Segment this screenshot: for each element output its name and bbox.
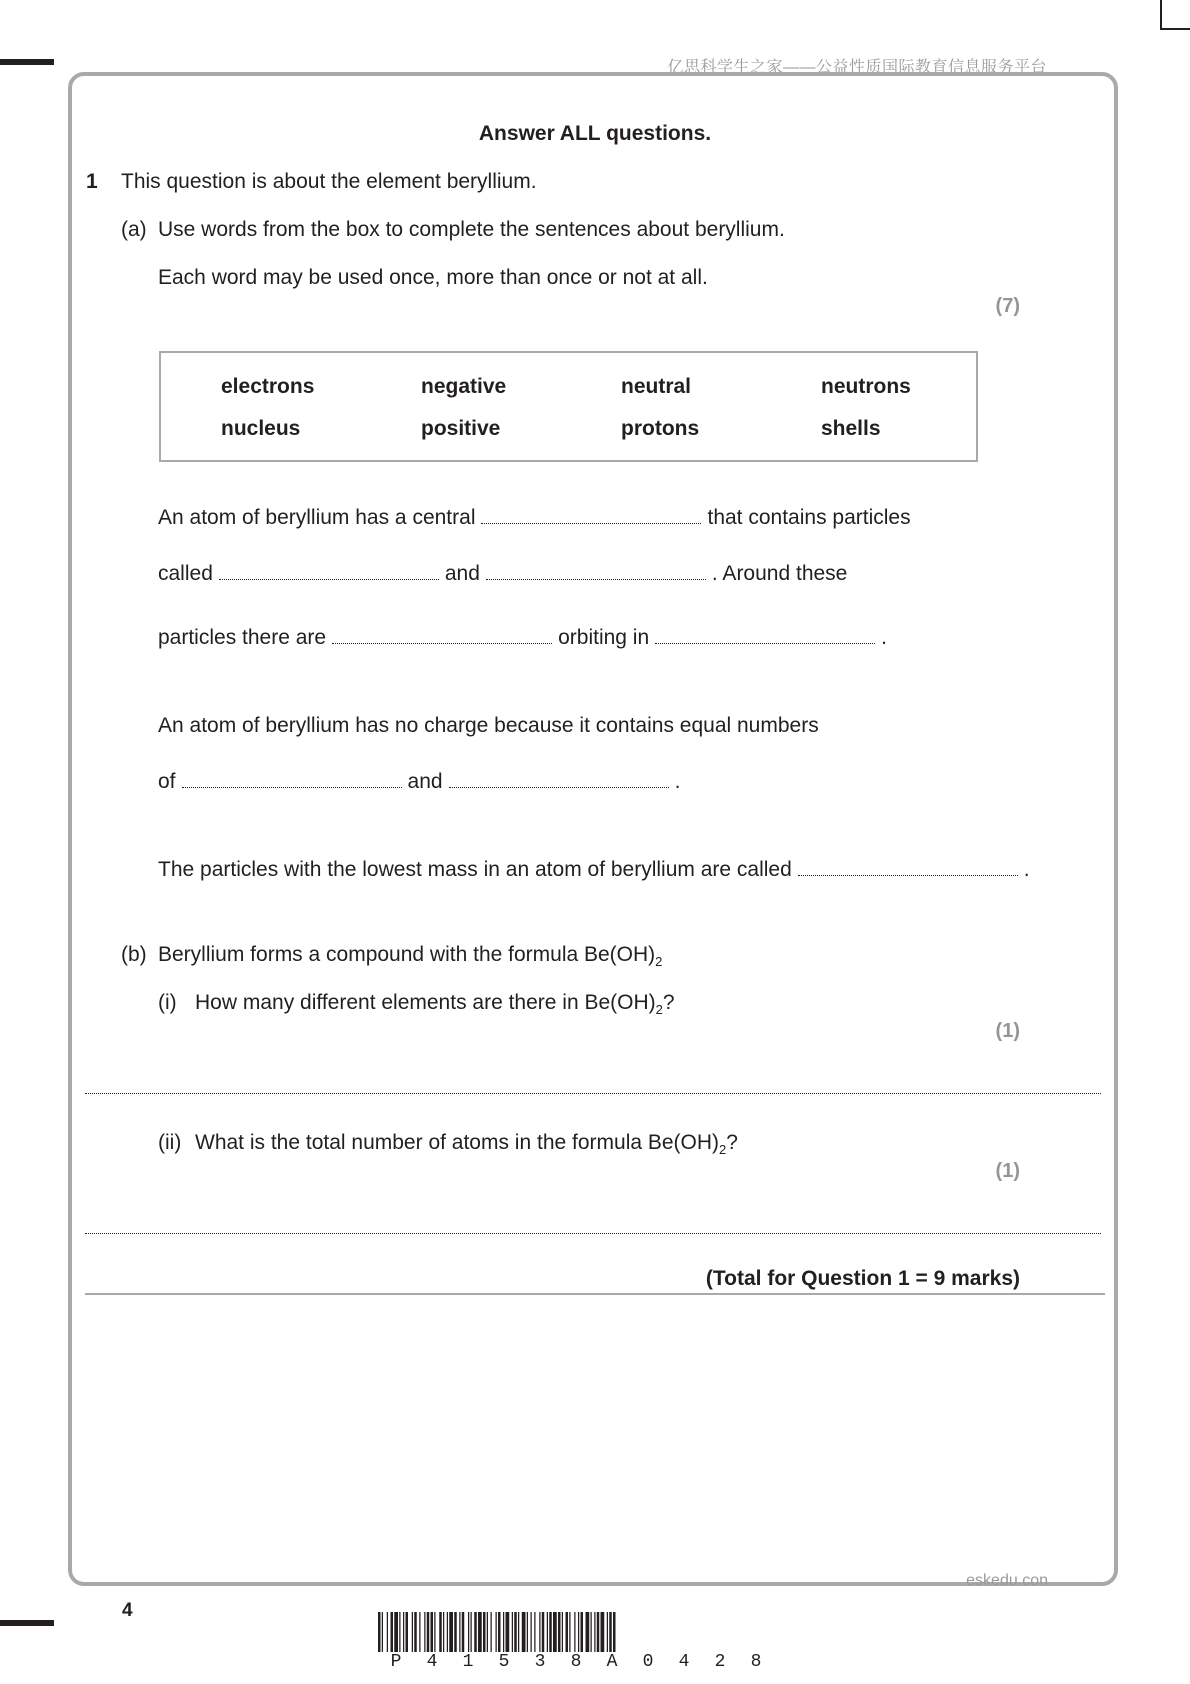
divider-rule (85, 1293, 1105, 1295)
barcode-bar (542, 1612, 545, 1652)
formula-text: Beryllium forms a compound with the formula Be(OH) (158, 943, 656, 966)
barcode-bar (547, 1612, 548, 1652)
part-a-label: (a) (121, 218, 147, 241)
barcode-bar (394, 1612, 398, 1652)
barcode-bar (591, 1612, 592, 1652)
barcode-bar (506, 1612, 510, 1652)
barcode-bar (449, 1612, 453, 1652)
word-item: nucleus (221, 417, 301, 440)
answer-blank[interactable] (219, 579, 439, 580)
word-item: positive (421, 417, 501, 440)
instructions-heading: Answer ALL questions. (478, 122, 712, 145)
barcode (378, 1612, 810, 1652)
formula-subscript: 2 (655, 954, 663, 970)
barcode-bar (382, 1612, 383, 1652)
barcode-bar (403, 1612, 404, 1652)
sentence-5 (158, 770, 680, 794)
sentence-text: The particles with the lowest mass in an atom of beryllium are called (158, 858, 792, 881)
barcode-bar (574, 1612, 575, 1652)
barcode-text (378, 1652, 810, 1672)
barcode-bar (558, 1612, 561, 1652)
answer-line-b-ii[interactable] (85, 1233, 1101, 1234)
question-number: 1 (86, 170, 98, 193)
barcode-bar (597, 1612, 600, 1652)
barcode-char: 4 (678, 1652, 690, 1672)
barcode-bar (419, 1612, 420, 1652)
sentence-4: An atom of beryllium has no charge because it contains equal numbers (158, 714, 819, 737)
barcode-bar (586, 1612, 590, 1652)
barcode-bar (527, 1612, 528, 1652)
barcode-bar (412, 1612, 413, 1652)
barcode-bar (566, 1612, 569, 1652)
barcode-bar (601, 1612, 605, 1652)
barcode-bar (553, 1612, 557, 1652)
barcode-bar (414, 1612, 417, 1652)
barcode-bar (443, 1612, 444, 1652)
barcode-bar (462, 1612, 465, 1652)
barcode-bar (427, 1612, 430, 1652)
barcode-bar (498, 1612, 501, 1652)
sentence-text: . (1023, 858, 1030, 881)
sentence-3 (158, 626, 887, 650)
barcode-char: A (606, 1652, 618, 1672)
page-frame (68, 72, 1118, 1586)
barcode-bar (569, 1612, 570, 1652)
word-item: neutrons (821, 375, 911, 398)
part-a-marks: (7) (995, 295, 1020, 317)
sentence-1 (158, 506, 911, 530)
sentence-text: that contains particles (707, 506, 911, 529)
part-b-text (158, 943, 662, 969)
barcode-bar (491, 1612, 492, 1652)
barcode-char: 1 (462, 1652, 474, 1672)
barcode-char: 8 (570, 1652, 582, 1672)
sentence-6 (158, 858, 1030, 882)
word-box (159, 351, 978, 462)
barcode-char: 0 (642, 1652, 654, 1672)
word-item: neutral (621, 375, 692, 398)
answer-blank[interactable] (655, 643, 875, 644)
registration-mark-top (0, 59, 54, 65)
formula-subscript: 2 (655, 1002, 663, 1018)
barcode-char: 4 (426, 1652, 438, 1672)
barcode-bar (478, 1612, 482, 1652)
barcode-char: 2 (714, 1652, 726, 1672)
barcode-bar (434, 1612, 435, 1652)
answer-blank[interactable] (798, 875, 1018, 876)
barcode-bar (387, 1612, 388, 1652)
barcode-bar (549, 1612, 552, 1652)
answer-blank[interactable] (449, 787, 669, 788)
part-b-ii-label: (ii) (158, 1131, 182, 1154)
part-b-i-label: (i) (158, 991, 177, 1014)
sentence-text: . (674, 770, 681, 793)
watermark-text: 亿思科学生之家——公益性质国际教育信息服务平台 (667, 59, 1047, 76)
formula-subscript: 2 (719, 1142, 727, 1158)
barcode-bar (459, 1612, 460, 1652)
part-b-i-question (195, 991, 675, 1017)
barcode-bar (522, 1612, 526, 1652)
part-a-instruction: Use words from the box to complete the sentences about beryllium. (158, 218, 785, 241)
barcode-bar (447, 1612, 448, 1652)
answer-blank[interactable] (486, 579, 706, 580)
barcode-bar (531, 1612, 532, 1652)
part-b-i-marks: (1) (995, 1020, 1020, 1042)
barcode-bar (439, 1612, 442, 1652)
barcode-bar (496, 1612, 497, 1652)
sentence-text: orbiting in (558, 626, 650, 649)
question-intro: This question is about the element beryllium. (121, 170, 537, 193)
question-end: ? (662, 991, 675, 1014)
answer-line-b-i[interactable] (85, 1093, 1101, 1094)
barcode-bar (503, 1612, 504, 1652)
sentence-text: and (444, 562, 480, 585)
barcode-char: 8 (750, 1652, 762, 1672)
part-a-note: Each word may be used once, more than once or not at all. (158, 266, 708, 289)
barcode-bar (512, 1612, 513, 1652)
barcode-bar (594, 1612, 595, 1652)
barcode-bar (431, 1612, 434, 1652)
barcode-bar (518, 1612, 519, 1652)
question-text: How many different elements are there in Be(OH) (195, 991, 656, 1014)
registration-mark-bottom (0, 1620, 54, 1626)
barcode-bar (487, 1612, 488, 1652)
barcode-bar (514, 1612, 517, 1652)
part-b-ii-question (195, 1131, 738, 1157)
part-b-ii-marks: (1) (995, 1160, 1020, 1182)
barcode-bar (539, 1612, 540, 1652)
barcode-char: P (390, 1652, 402, 1672)
barcode-bar (474, 1612, 477, 1652)
barcode-bar (613, 1612, 616, 1652)
word-item: electrons (221, 375, 315, 398)
answer-blank[interactable] (481, 523, 701, 524)
question-total: (Total for Question 1 = 9 marks) (705, 1267, 1020, 1290)
sentence-text: . (881, 626, 887, 649)
question-end: ? (726, 1131, 738, 1154)
word-item: protons (621, 417, 700, 440)
barcode-bar (581, 1612, 584, 1652)
page-number: 4 (122, 1600, 133, 1621)
answer-blank[interactable] (182, 787, 402, 788)
part-b-label: (b) (121, 943, 147, 966)
barcode-bar (607, 1612, 608, 1652)
barcode-char: 3 (534, 1652, 546, 1672)
barcode-bar (562, 1612, 563, 1652)
barcode-bar (391, 1612, 394, 1652)
crop-mark-vertical (1160, 0, 1162, 30)
barcode-bar (406, 1612, 409, 1652)
barcode-bar (483, 1612, 486, 1652)
barcode-bar (471, 1612, 472, 1652)
word-item: negative (421, 375, 507, 398)
sentence-2 (158, 562, 847, 586)
barcode-bar (578, 1612, 579, 1652)
barcode-bar (399, 1612, 400, 1652)
sentence-text: particles there are (158, 626, 327, 649)
barcode-bar (454, 1612, 457, 1652)
sentence-text: An atom of beryllium has a central (158, 506, 476, 529)
sentence-text: . Around these (711, 562, 848, 585)
sentence-text: and (407, 770, 443, 793)
crop-mark-horizontal (1160, 28, 1190, 30)
sentence-text: of (158, 770, 176, 793)
barcode-bar (468, 1612, 469, 1652)
answer-blank[interactable] (332, 643, 552, 644)
barcode-bar (424, 1612, 425, 1652)
barcode-bar (534, 1612, 535, 1652)
word-item: shells (821, 417, 881, 440)
barcode-bar (378, 1612, 381, 1652)
question-text: What is the total number of atoms in the formula Be(OH) (195, 1131, 720, 1154)
site-watermark: eskedu.con (966, 1572, 1048, 1589)
sentence-text: called (158, 562, 213, 585)
barcode-bar (609, 1612, 612, 1652)
barcode-char: 5 (498, 1652, 510, 1672)
